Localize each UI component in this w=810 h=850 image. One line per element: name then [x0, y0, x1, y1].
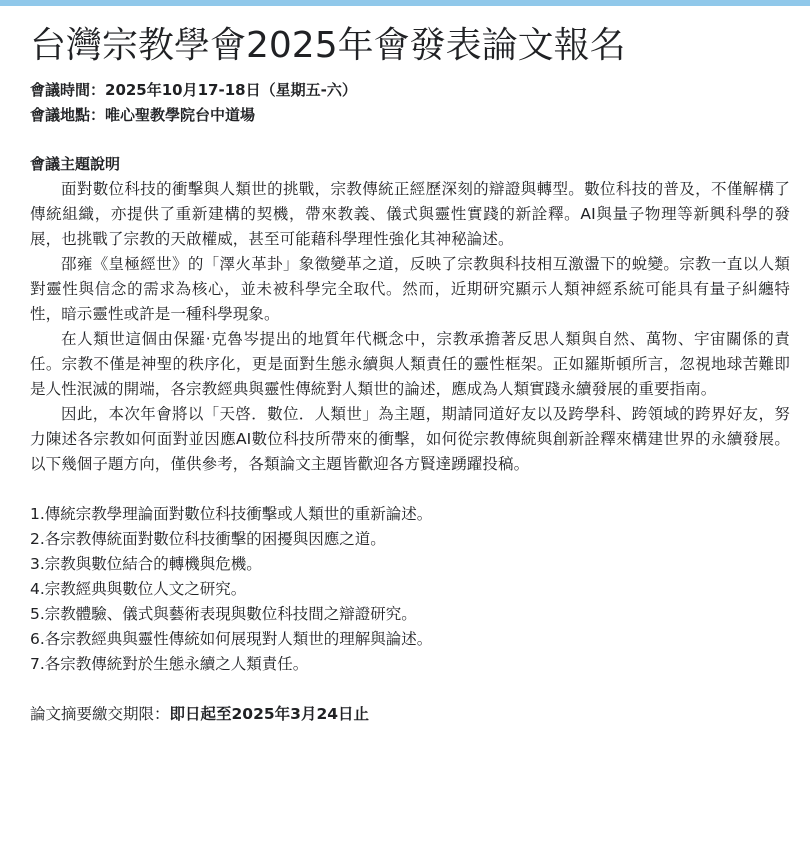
theme-paragraph-1: 面對數位科技的衝擊與人類世的挑戰，宗教傳統正經歷深刻的辯證與轉型。數位科技的普及，不僅解構了傳統組織，亦提供了重新建構的契機，帶來教義、儀式與靈性實踐的新詮釋。AI與量子物理等新興科學的發展，也挑戰了宗教的天啟權威，甚至可能藉科學理性強化其神秘論述。: [30, 180, 790, 248]
page-title: 台灣宗教學會2025年會發表論文報名: [30, 25, 626, 66]
topic-item: 7.各宗教傳統對於生態永續之人類責任。: [30, 655, 309, 673]
main-content: [30, 20, 790, 727]
topic-item: 5.宗教體驗、儀式與藝術表現與數位科技間之辯證研究。: [30, 605, 417, 623]
top-accent-bar: [0, 0, 810, 6]
theme-paragraph-4: 因此，本次年會將以「天啓．數位．人類世」為主題，期請同道好友以及跨學科、跨領域的跨界好友，努力陳述各宗教如何面對並因應AI數位科技所帶來的衝擊，如何從宗教傳統與創新詮釋來構建世界的永續發展。以下幾個子題方向，僅供參考，各類論文主題皆歡迎各方賢達踴躍投稿。: [30, 405, 790, 473]
topic-item: 4.宗教經典與數位人文之研究。: [30, 580, 247, 598]
abstract-deadline: [30, 702, 790, 727]
topic-item: 6.各宗教經典與靈性傳統如何展現對人類世的理解與論述。: [30, 630, 433, 648]
theme-paragraph-2: 邵雍《皇極經世》的「澤火革卦」象徵變革之道，反映了宗教與科技相互激盪下的蛻變。宗教一直以人類對靈性與信念的需求為核心，並未被科學完全取代。然而，近期研究顯示人類神經系統可能具有量子糾纏特性，暗示靈性或許是一種科學現象。: [30, 255, 790, 323]
meeting-time: 會議時間：2025年10月17-18日（星期五-六）: [30, 81, 357, 99]
theme-paragraph-3: 在人類世這個由保羅·克魯岑提出的地質年代概念中，宗教承擔著反思人類與自然、萬物、宇宙關係的責任。宗教不僅是神聖的秩序化，更是面對生態永續與人類責任的靈性框架。正如羅斯頓所言，忽視地球苦難即是人性泯滅的開端，各宗教經典與靈性傳統對人類世的論述，應成為人類實踐永續發展的重要指南。: [30, 330, 790, 398]
topic-list: [30, 502, 790, 677]
meeting-place: 會議地點：唯心聖教學院台中道場: [30, 106, 256, 124]
topic-item: 1.傳統宗教學理論面對數位科技衝擊或人類世的重新論述。: [30, 505, 433, 523]
deadline-label: 論文摘要繳交期限：: [30, 705, 170, 723]
topic-item: 2.各宗教傳統面對數位科技衝擊的困擾與因應之道。: [30, 530, 386, 548]
theme-heading: 會議主題說明: [30, 155, 121, 173]
topic-item: 3.宗教與數位結合的轉機與危機。: [30, 555, 262, 573]
deadline-value: 即日起至2025年3月24日止: [169, 705, 370, 723]
